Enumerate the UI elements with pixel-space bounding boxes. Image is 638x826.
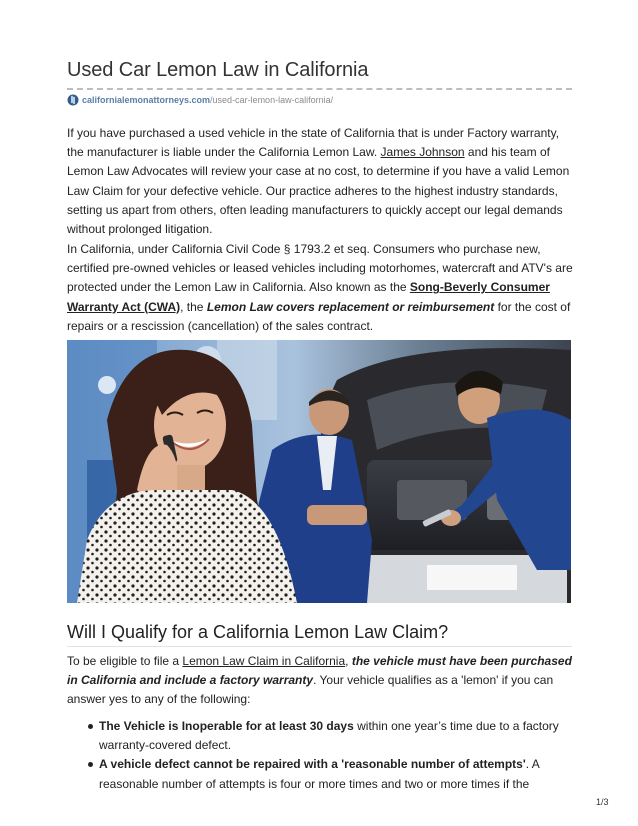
- civil-code-text: In California, under California Civil Code § 1793.2 et seq. Consumers who purchase new, certified pre-owned vehicles or leased vehicles including motorhomes, watercraft and ATV's are protected under the Lemon Law in California. Also known as the: [67, 242, 573, 295]
- heading-divider: [67, 646, 572, 647]
- qualify-heading: Will I Qualify for a California Lemon Law Claim?: [67, 622, 449, 642]
- page-title: Used Car Lemon Law in California: [67, 59, 369, 81]
- lemon-law-emphasis: Lemon Law covers replacement or reimbursement: [206, 299, 495, 314]
- intro-text-continued: and his team of Lemon Law Advocates will review your case at no cost, to determine if you have a valid Lemon Law Claim for your defective vehicle. Our practice adheres to the highest industry standards, setting us apart from others, often leading manufacturers to quickly accept our legal demands without prolonged litigation.: [67, 145, 570, 237]
- civil-code-text-2: , the: [180, 299, 207, 314]
- title-divider: [67, 88, 572, 90]
- source-link[interactable]: [67, 94, 333, 106]
- qualify-paragraph: [67, 652, 573, 710]
- civil-code-paragraph: [67, 240, 573, 336]
- intro-paragraph: [67, 124, 573, 239]
- list-item: [67, 755, 573, 793]
- source-path[interactable]: /used-car-lemon-law-california/: [210, 95, 334, 105]
- list-item-bold: A vehicle defect cannot be repaired with a 'reasonable number of attempts': [99, 757, 526, 772]
- page-number: 1/3: [596, 797, 609, 807]
- article-photo: [67, 340, 571, 603]
- qualify-text: To be eligible to file a: [67, 654, 183, 668]
- qualify-text-3: . Your vehicle qualifies as a 'lemon' if you can answer yes to any of the following:: [67, 673, 554, 707]
- list-item-bold: The Vehicle is Inoperable for at least 30 days: [99, 719, 354, 733]
- attorney-link[interactable]: James Johnson: [380, 145, 465, 160]
- qualify-text-2: ,: [345, 654, 352, 668]
- list-item-text: . A reasonable number of attempts is four or more times and two or more times if the: [99, 757, 540, 791]
- civil-code-text-3: for the cost of repairs or a rescission (cancellation) of the sales contract.: [67, 299, 571, 333]
- list-item-text: within one year’s time due to a factory warranty-covered defect.: [99, 719, 559, 753]
- intro-text: If you have purchased a used vehicle in the state of California that is under Factory warranty, the manufacturer is liable under the California Lemon Law.: [67, 126, 560, 160]
- song-beverly-act-link[interactable]: Song-Beverly Consumer Warranty Act (CWA): [67, 280, 550, 314]
- qualify-emphasis: the vehicle must have been purchased in California and include a factory warranty: [67, 654, 572, 688]
- link-icon: [67, 94, 79, 106]
- qualification-list: [67, 717, 573, 794]
- source-domain[interactable]: californialemonattorneys.com: [82, 95, 211, 105]
- lemon-law-claim-link[interactable]: Lemon Law Claim in California: [182, 654, 346, 668]
- list-item: [67, 717, 573, 755]
